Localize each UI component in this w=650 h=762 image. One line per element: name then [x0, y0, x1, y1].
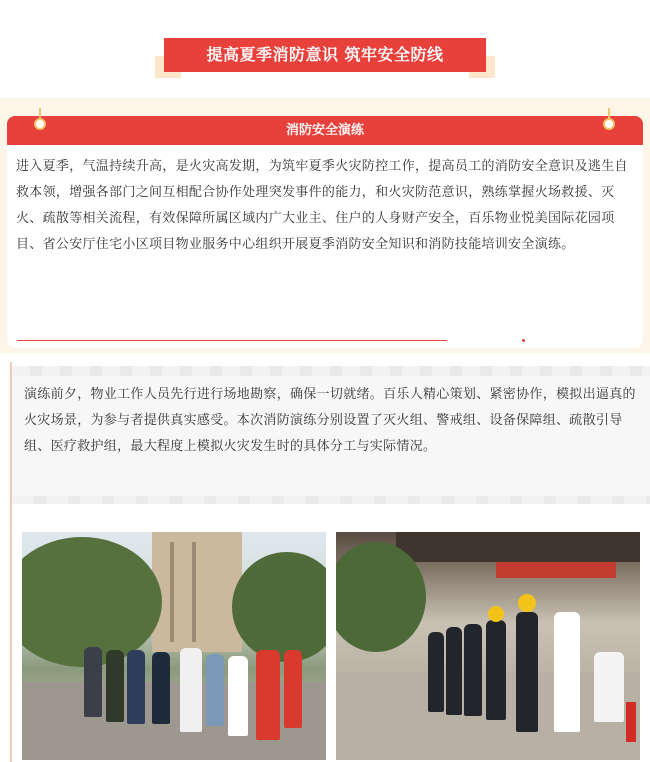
paper-edge-bottom: [12, 496, 650, 504]
person: [152, 652, 170, 724]
person: [256, 650, 280, 740]
pin-icon: [34, 118, 46, 130]
building-detail: [192, 542, 196, 642]
helmet: [518, 594, 536, 612]
person: [206, 654, 224, 726]
title-banner: [155, 30, 495, 80]
tree: [232, 552, 326, 662]
building-detail: [170, 542, 174, 642]
ground: [22, 682, 326, 760]
intro-card: [7, 116, 643, 348]
pin-icon: [603, 118, 615, 130]
person: [284, 650, 302, 728]
divider: [17, 340, 447, 341]
preparation-box: [12, 376, 650, 496]
firefighter-photo: [336, 532, 640, 760]
page-title: 提高夏季消防意识 筑牢安全防线: [164, 38, 486, 72]
section-heading: 消防安全演练: [7, 116, 643, 145]
section-intro: [0, 98, 650, 353]
building: [152, 532, 242, 652]
fire-extinguisher: [626, 702, 636, 742]
person: [594, 652, 624, 722]
intro-paragraph: 进入夏季，气温持续升高，是火灾高发期，为筑牢夏季火灾防控工作，提高员工的消防安全意识及逃生自救本领，增强各部门之间互相配合协作处理突发事件的能力，和火灾防范意识，熟练掌握火场救援、灭火、疏散等相关流程，有效保障所属区域内广大业主、住户的人身财产安全，百乐物业悦美国际花园项目、省公安厅住宅小区项目物业服务中心组织开展夏季消防安全知识和消防技能培训安全演练。: [16, 159, 628, 252]
person: [127, 650, 145, 724]
person: [180, 648, 202, 732]
person: [84, 647, 102, 717]
group-photo: [22, 532, 326, 760]
tree: [336, 542, 426, 652]
firefighter: [446, 627, 462, 715]
helmet: [488, 606, 504, 622]
paper-edge-top: [12, 366, 650, 376]
person: [554, 612, 580, 732]
preparation-paragraph: 演练前夕，物业工作人员先行进行场地勘察，确保一切就绪。百乐人精心策划、紧密协作，模拟出逼真的火灾场景，为参与者提供真实感受。本次消防演练分别设置了灭火组、警戒组、设备保障组、疏散引导组、医疗救护组，最大程度上模拟火灾发生时的具体分工与实际情况。: [24, 387, 636, 454]
firefighter: [464, 624, 482, 716]
person: [228, 656, 248, 736]
divider-dot: [522, 339, 525, 342]
banner-sign: [496, 562, 616, 578]
person: [106, 650, 124, 722]
firefighter: [486, 620, 506, 720]
firefighter: [516, 612, 538, 732]
firefighter: [428, 632, 444, 712]
canopy: [396, 532, 640, 562]
